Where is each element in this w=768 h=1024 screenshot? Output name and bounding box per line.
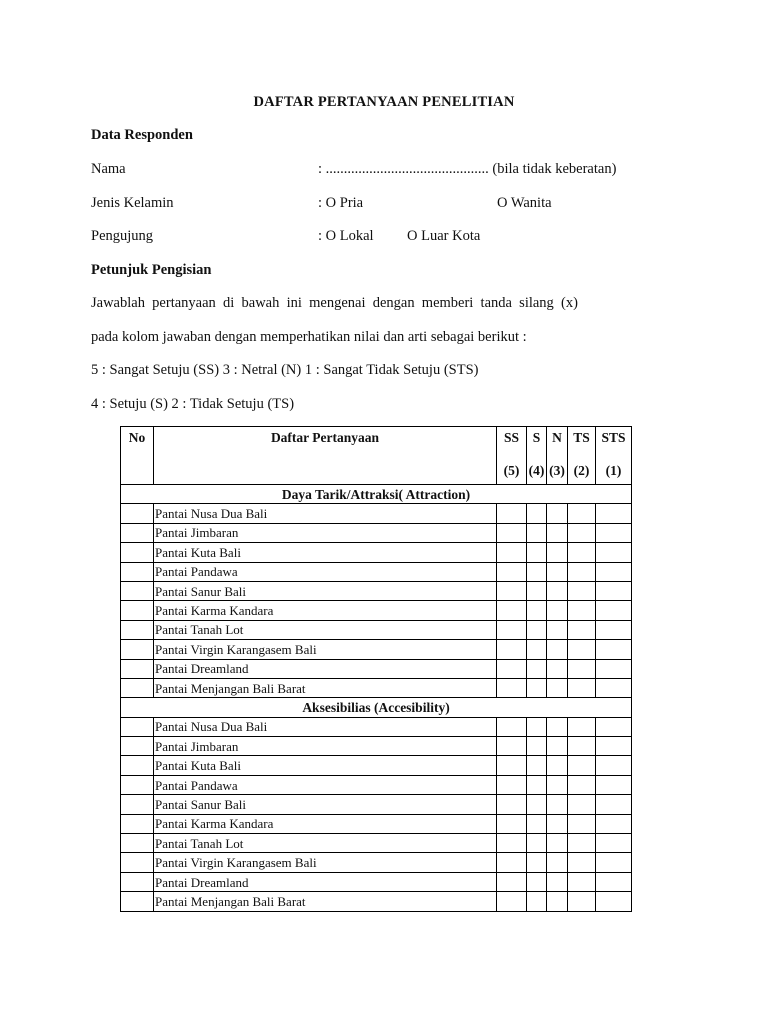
question-cell: Pantai Jimbaran: [154, 523, 497, 542]
table-row: [121, 892, 632, 911]
answer-cell-ss[interactable]: [497, 795, 527, 814]
petunjuk-line-3: 5 : Sangat Setuju (SS) 3 : Netral (N) 1 : Sangat Tidak Setuju (STS): [91, 362, 479, 378]
section-row: [121, 698, 632, 717]
answer-cell-sts[interactable]: [596, 678, 632, 697]
answer-cell-s[interactable]: [527, 756, 547, 775]
answer-cell-n[interactable]: [547, 756, 568, 775]
row-number-cell: [121, 678, 154, 697]
questionnaire-table: [120, 426, 632, 912]
answer-cell-s[interactable]: [527, 543, 547, 562]
answer-cell-s[interactable]: [527, 814, 547, 833]
answer-cell-n[interactable]: [547, 775, 568, 794]
answer-cell-n[interactable]: [547, 737, 568, 756]
question-cell: Pantai Virgin Karangasem Bali: [154, 640, 497, 659]
answer-cell-s[interactable]: [527, 892, 547, 911]
row-number-cell: [121, 795, 154, 814]
table-row: [121, 581, 632, 600]
row-number-cell: [121, 543, 154, 562]
answer-cell-n[interactable]: [547, 543, 568, 562]
header-pertanyaan: Daftar Pertanyaan: [154, 427, 497, 485]
answer-cell-sts[interactable]: [596, 562, 632, 581]
answer-cell-ts[interactable]: [568, 775, 596, 794]
question-cell: Pantai Kuta Bali: [154, 543, 497, 562]
question-cell: Pantai Kuta Bali: [154, 756, 497, 775]
answer-cell-n[interactable]: [547, 853, 568, 872]
answer-cell-sts[interactable]: [596, 834, 632, 853]
header-n: N (3): [547, 427, 568, 485]
question-cell: Pantai Karma Kandara: [154, 814, 497, 833]
question-cell: Pantai Sanur Bali: [154, 581, 497, 600]
answer-cell-n[interactable]: [547, 640, 568, 659]
answer-cell-ss[interactable]: [497, 834, 527, 853]
answer-cell-s[interactable]: [527, 620, 547, 639]
petunjuk-heading: Petunjuk Pengisian: [91, 262, 212, 278]
answer-cell-sts[interactable]: [596, 504, 632, 523]
answer-cell-sts[interactable]: [596, 775, 632, 794]
answer-cell-s[interactable]: [527, 640, 547, 659]
answer-cell-s[interactable]: [527, 853, 547, 872]
table-row: [121, 601, 632, 620]
answer-cell-sts[interactable]: [596, 892, 632, 911]
answer-cell-ss[interactable]: [497, 872, 527, 891]
answer-cell-n[interactable]: [547, 581, 568, 600]
answer-cell-ss[interactable]: [497, 814, 527, 833]
question-cell: Pantai Jimbaran: [154, 737, 497, 756]
row-number-cell: [121, 640, 154, 659]
row-number-cell: [121, 892, 154, 911]
answer-cell-ts[interactable]: [568, 717, 596, 736]
table-row: [121, 640, 632, 659]
row-number-cell: [121, 756, 154, 775]
section-row: [121, 485, 632, 504]
nama-row: [91, 161, 617, 178]
table-row: [121, 775, 632, 794]
table-row: [121, 620, 632, 639]
answer-cell-n[interactable]: [547, 872, 568, 891]
row-number-cell: [121, 601, 154, 620]
answer-cell-ss[interactable]: [497, 756, 527, 775]
answer-cell-ss[interactable]: [497, 543, 527, 562]
answer-cell-ss[interactable]: [497, 562, 527, 581]
row-number-cell: [121, 717, 154, 736]
row-number-cell: [121, 659, 154, 678]
petunjuk-line-2: pada kolom jawaban dengan memperhatikan nilai dan arti sebagai berikut :: [91, 329, 527, 345]
row-number-cell: [121, 620, 154, 639]
answer-cell-n[interactable]: [547, 834, 568, 853]
row-number-cell: [121, 775, 154, 794]
question-cell: Pantai Dreamland: [154, 659, 497, 678]
jenis-kelamin-row: [91, 195, 552, 212]
row-number-cell: [121, 504, 154, 523]
answer-cell-ts[interactable]: [568, 504, 596, 523]
answer-cell-ts[interactable]: [568, 872, 596, 891]
answer-cell-sts[interactable]: [596, 795, 632, 814]
answer-cell-sts[interactable]: [596, 581, 632, 600]
question-cell: Pantai Karma Kandara: [154, 601, 497, 620]
nama-field[interactable]: : ............................................. (bila tidak keberatan): [318, 161, 617, 177]
table-row: [121, 853, 632, 872]
question-cell: Pantai Menjangan Bali Barat: [154, 678, 497, 697]
answer-cell-ts[interactable]: [568, 562, 596, 581]
page-title: DAFTAR PERTANYAAN PENELITIAN: [253, 94, 515, 110]
answer-cell-ss[interactable]: [497, 620, 527, 639]
nama-label: Nama: [91, 161, 126, 177]
question-cell: Pantai Tanah Lot: [154, 620, 497, 639]
answer-cell-ts[interactable]: [568, 756, 596, 775]
option-luar-kota[interactable]: O Luar Kota: [407, 228, 481, 244]
answer-cell-sts[interactable]: [596, 814, 632, 833]
jenis-kelamin-label: Jenis Kelamin: [91, 195, 174, 211]
answer-cell-ts[interactable]: [568, 601, 596, 620]
row-number-cell: [121, 814, 154, 833]
answer-cell-sts[interactable]: [596, 717, 632, 736]
question-cell: Pantai Tanah Lot: [154, 834, 497, 853]
question-cell: Pantai Dreamland: [154, 872, 497, 891]
answer-cell-ts[interactable]: [568, 834, 596, 853]
table-row: [121, 872, 632, 891]
table-row: [121, 717, 632, 736]
table-row: [121, 543, 632, 562]
header-s: S (4): [527, 427, 547, 485]
question-cell: Pantai Menjangan Bali Barat: [154, 892, 497, 911]
answer-cell-ss[interactable]: [497, 601, 527, 620]
answer-cell-s[interactable]: [527, 737, 547, 756]
answer-cell-ss[interactable]: [497, 737, 527, 756]
answer-cell-n[interactable]: [547, 562, 568, 581]
answer-cell-ss[interactable]: [497, 678, 527, 697]
answer-cell-ts[interactable]: [568, 620, 596, 639]
answer-cell-n[interactable]: [547, 620, 568, 639]
option-lokal[interactable]: : O Lokal: [318, 228, 374, 244]
answer-cell-n[interactable]: [547, 678, 568, 697]
table-row: [121, 756, 632, 775]
answer-cell-s[interactable]: [527, 795, 547, 814]
answer-cell-s[interactable]: [527, 659, 547, 678]
answer-cell-s[interactable]: [527, 872, 547, 891]
option-wanita[interactable]: O Wanita: [497, 195, 552, 211]
answer-cell-ts[interactable]: [568, 737, 596, 756]
table-row: [121, 814, 632, 833]
answer-cell-sts[interactable]: [596, 872, 632, 891]
header-ss: SS (5): [497, 427, 527, 485]
answer-cell-ts[interactable]: [568, 640, 596, 659]
answer-cell-n[interactable]: [547, 892, 568, 911]
table-row: [121, 678, 632, 697]
answer-cell-sts[interactable]: [596, 620, 632, 639]
question-cell: Pantai Pandawa: [154, 775, 497, 794]
answer-cell-ts[interactable]: [568, 678, 596, 697]
answer-cell-n[interactable]: [547, 523, 568, 542]
answer-cell-ts[interactable]: [568, 523, 596, 542]
question-cell: Pantai Nusa Dua Bali: [154, 504, 497, 523]
answer-cell-ts[interactable]: [568, 795, 596, 814]
section-title: Daya Tarik/Attraksi( Attraction): [121, 485, 632, 504]
answer-cell-ss[interactable]: [497, 853, 527, 872]
table-body: [121, 485, 632, 912]
table-row: [121, 523, 632, 542]
answer-cell-sts[interactable]: [596, 756, 632, 775]
row-number-cell: [121, 834, 154, 853]
answer-cell-ts[interactable]: [568, 581, 596, 600]
answer-cell-sts[interactable]: [596, 659, 632, 678]
answer-cell-s[interactable]: [527, 775, 547, 794]
answer-cell-n[interactable]: [547, 659, 568, 678]
answer-cell-ss[interactable]: [497, 717, 527, 736]
header-ts: TS (2): [568, 427, 596, 485]
pengujung-label: Pengujung: [91, 228, 154, 244]
pengujung-row: [91, 228, 481, 245]
answer-cell-sts[interactable]: [596, 601, 632, 620]
table-row: [121, 834, 632, 853]
answer-cell-s[interactable]: [527, 504, 547, 523]
question-cell: Pantai Virgin Karangasem Bali: [154, 853, 497, 872]
answer-cell-n[interactable]: [547, 795, 568, 814]
answer-cell-n[interactable]: [547, 717, 568, 736]
row-number-cell: [121, 737, 154, 756]
answer-cell-ss[interactable]: [497, 659, 527, 678]
table-row: [121, 504, 632, 523]
answer-cell-ss[interactable]: [497, 775, 527, 794]
section-title: Aksesibilias (Accesibility): [121, 698, 632, 717]
petunjuk-line-4: 4 : Setuju (S) 2 : Tidak Setuju (TS): [91, 396, 295, 412]
answer-cell-ss[interactable]: [497, 581, 527, 600]
answer-cell-sts[interactable]: [596, 640, 632, 659]
petunjuk-line-1: Jawablah pertanyaan di bawah ini mengenai dengan memberi tanda silang (x): [91, 295, 578, 311]
answer-cell-n[interactable]: [547, 504, 568, 523]
answer-cell-n[interactable]: [547, 814, 568, 833]
data-responden-heading: Data Responden: [91, 127, 193, 143]
table-row: [121, 795, 632, 814]
question-cell: Pantai Nusa Dua Bali: [154, 717, 497, 736]
answer-cell-s[interactable]: [527, 601, 547, 620]
answer-cell-sts[interactable]: [596, 543, 632, 562]
answer-cell-s[interactable]: [527, 717, 547, 736]
option-pria[interactable]: : O Pria: [318, 195, 364, 211]
answer-cell-sts[interactable]: [596, 737, 632, 756]
answer-cell-s[interactable]: [527, 562, 547, 581]
answer-cell-ts[interactable]: [568, 659, 596, 678]
row-number-cell: [121, 523, 154, 542]
answer-cell-ss[interactable]: [497, 523, 527, 542]
answer-cell-ts[interactable]: [568, 853, 596, 872]
answer-cell-sts[interactable]: [596, 523, 632, 542]
answer-cell-ts[interactable]: [568, 814, 596, 833]
row-number-cell: [121, 872, 154, 891]
answer-cell-ts[interactable]: [568, 892, 596, 911]
header-sts: STS (1): [596, 427, 632, 485]
answer-cell-s[interactable]: [527, 523, 547, 542]
row-number-cell: [121, 853, 154, 872]
answer-cell-s[interactable]: [527, 581, 547, 600]
answer-cell-ss[interactable]: [497, 892, 527, 911]
row-number-cell: [121, 581, 154, 600]
question-cell: Pantai Sanur Bali: [154, 795, 497, 814]
answer-cell-ss[interactable]: [497, 640, 527, 659]
answer-cell-s[interactable]: [527, 678, 547, 697]
header-no: No: [121, 427, 154, 485]
answer-cell-n[interactable]: [547, 601, 568, 620]
answer-cell-sts[interactable]: [596, 853, 632, 872]
answer-cell-ss[interactable]: [497, 504, 527, 523]
table-row: [121, 659, 632, 678]
row-number-cell: [121, 562, 154, 581]
table-row: [121, 737, 632, 756]
answer-cell-s[interactable]: [527, 834, 547, 853]
question-cell: Pantai Pandawa: [154, 562, 497, 581]
table-row: [121, 562, 632, 581]
answer-cell-ts[interactable]: [568, 543, 596, 562]
